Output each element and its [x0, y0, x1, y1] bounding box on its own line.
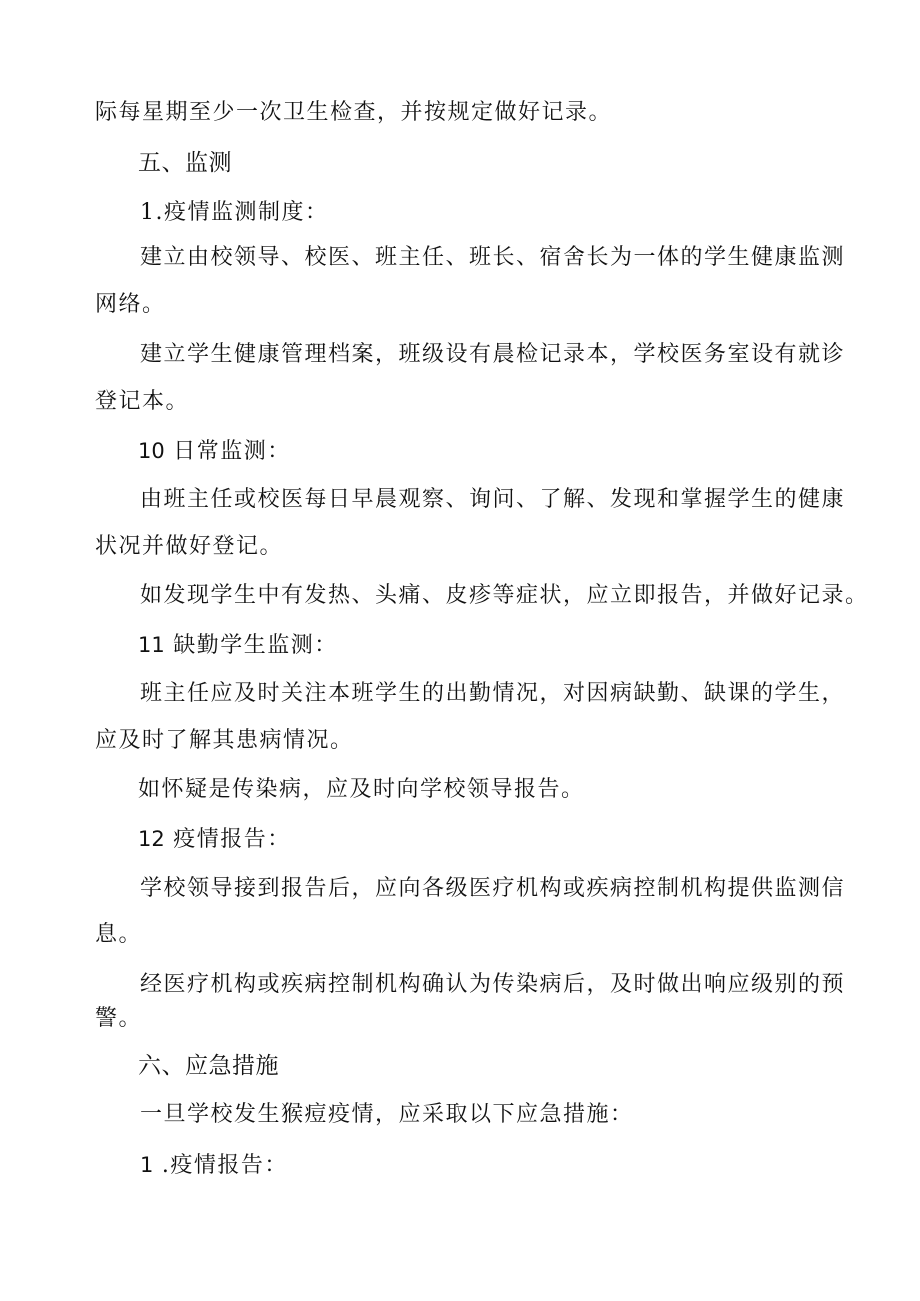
- paragraph-line: 网络。: [95, 292, 166, 317]
- item-number: 12: [138, 827, 165, 851]
- item-title: 疫情报告：: [173, 827, 291, 852]
- paragraph-line: 状况并做好登记。: [95, 534, 284, 559]
- paragraph-line: 登记本。: [95, 389, 190, 414]
- paragraph-line: 息。: [95, 922, 143, 947]
- paragraph-line: 由班主任或校医每日早晨观察、询问、了解、发现和掌握学生的健康: [140, 487, 846, 512]
- paragraph-line: 如发现学生中有发热、头痛、皮疹等症状，应立即报告，并做好记录。: [140, 583, 869, 608]
- paragraph-line: 警。: [95, 1006, 143, 1031]
- item-label-epidemic-report: [138, 824, 291, 855]
- paragraph-continuation: 际每星期至少一次卫生检查，并按规定做好记录。: [95, 100, 613, 125]
- item-title: 日常监测：: [173, 439, 291, 464]
- item-label-daily-monitoring: [138, 436, 291, 467]
- item-number: 1: [140, 1153, 154, 1177]
- item-number: 11: [138, 633, 165, 657]
- item-title: 缺勤学生监测：: [173, 633, 338, 658]
- item-label-epidemic-monitoring-system: 1.疫情监测制度：: [140, 200, 329, 225]
- paragraph-line: 经医疗机构或疾病控制机构确认为传染病后，及时做出响应级别的预: [140, 972, 846, 997]
- paragraph-line: 如怀疑是传染病，应及时向学校领导报告。: [138, 777, 585, 802]
- paragraph-line: 建立学生健康管理档案，班级设有晨检记录本，学校医务室设有就诊: [140, 342, 846, 367]
- item-label-epidemic-report-2: [140, 1150, 288, 1181]
- section-heading-emergency-measures: 六、应急措施: [138, 1053, 279, 1079]
- paragraph-line: 一旦学校发生猴痘疫情，应采取以下应急措施：: [140, 1102, 634, 1127]
- section-heading-monitoring: 五、监测: [138, 150, 232, 176]
- paragraph-line: 班主任应及时关注本班学生的出勤情况，对因病缺勤、缺课的学生，: [140, 681, 846, 706]
- item-number: 10: [138, 439, 165, 463]
- paragraph-line: 建立由校领导、校医、班主任、班长、宿舍长为一体的学生健康监测: [140, 245, 846, 270]
- item-title: .疫情报告：: [161, 1153, 288, 1178]
- item-label-absence-monitoring: [138, 630, 338, 661]
- paragraph-line: 学校领导接到报告后，应向各级医疗机构或疾病控制机构提供监测信: [140, 876, 846, 901]
- paragraph-line: 应及时了解其患病情况。: [95, 728, 354, 753]
